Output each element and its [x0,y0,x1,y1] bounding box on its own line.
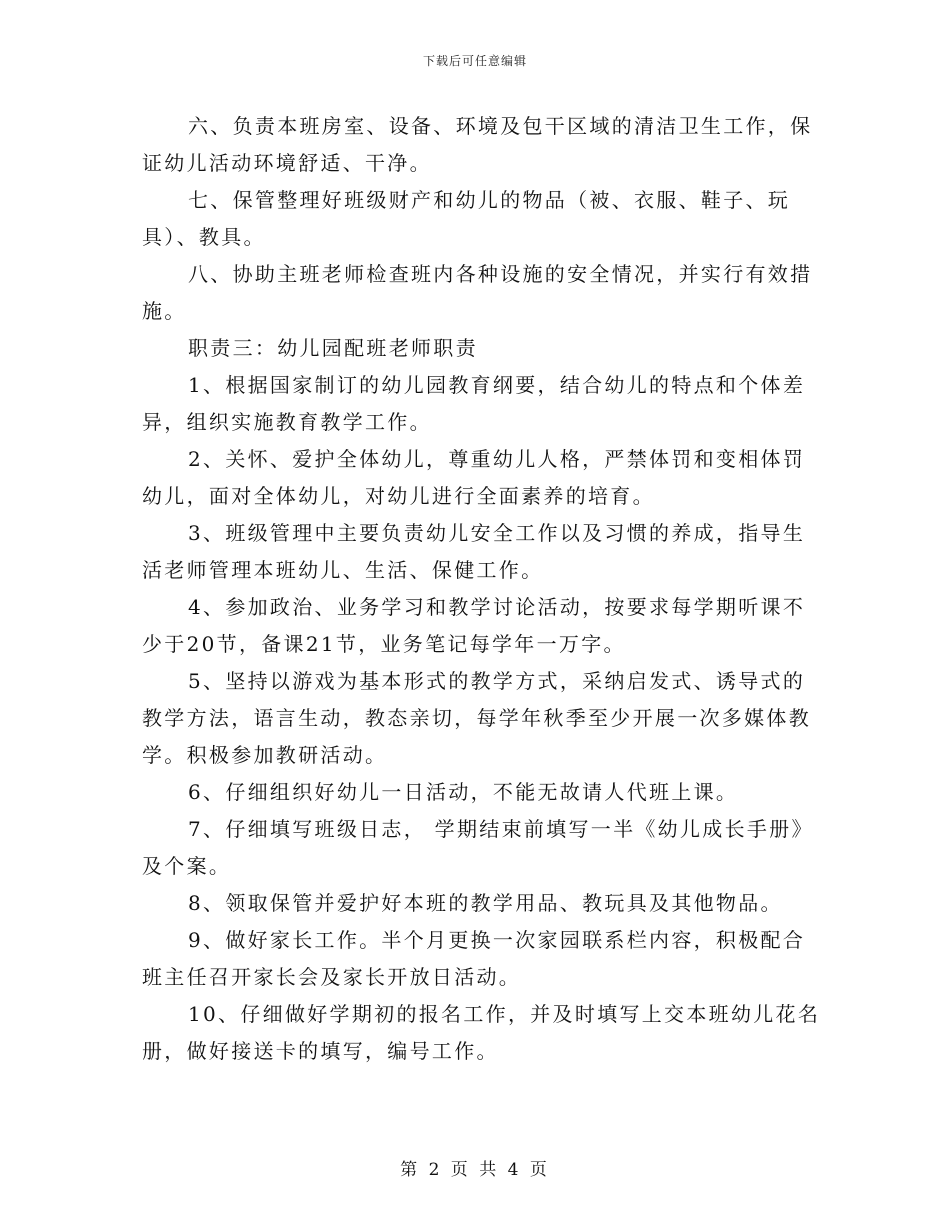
duty-item-6: 6、仔细组织好幼儿一日活动，不能无故请人代班上课。 [188,780,739,804]
duty-item-8: 8、领取保管并爱护好本班的教学用品、教玩具及其他物品。 [188,891,783,915]
section-heading: 职责三：幼儿园配班老师职责 [188,336,478,360]
paragraph-7: 七、保管整理好班级财产和幼儿的物品（被、衣服、鞋子、玩具）、教具。 [142,188,791,249]
duty-item-7: 7、仔细填写班级日志， 学期结束前填写一半《幼儿成长手册》及个案。 [142,817,814,878]
duty-item-1: 1、根据国家制订的幼儿园教育纲要，结合幼儿的特点和个体差异，组织实施教育教学工作。 [142,373,806,434]
page-header: 下载后可任意编辑 [422,54,527,68]
duty-item-5: 5、坚持以游戏为基本形式的教学方式，采纳启发式、诱导式的教学方法，语言生动，教态亲切，每学年秋季至少开展一次多媒体教学。积极参加教研活动。 [142,669,811,767]
paragraph-6: 六、负责本班房室、设备、环境及包干区域的清洁卫生工作，保证幼儿活动环境舒适、干净。 [142,114,813,175]
paragraph-8: 八、协助主班老师检查班内各种设施的安全情况，并实行有效措施。 [142,262,813,323]
duty-item-4: 4、参加政治、业务学习和教学讨论活动，按要求每学期听课不少于20节，备课21节，业务笔记每学年一万字。 [142,595,806,656]
document-body [142,108,824,1070]
page-footer: 第 2 页 共 4 页 [400,1160,550,1180]
duty-item-10: 10、仔细做好学期初的报名工作，并及时填写上交本班幼儿花名册，做好接送卡的填写，编号工作。 [142,1002,821,1063]
duty-item-3: 3、班级管理中主要负责幼儿安全工作以及习惯的养成，指导生活老师管理本班幼儿、生活、保健工作。 [142,521,806,582]
duty-item-9: 9、做好家长工作。半个月更换一次家园联系栏内容，积极配合班主任召开家长会及家长开放日活动。 [142,928,806,989]
duty-item-2: 2、关怀、爱护全体幼儿，尊重幼儿人格，严禁体罚和变相体罚幼儿，面对全体幼儿，对幼儿进行全面素养的培育。 [142,447,806,508]
